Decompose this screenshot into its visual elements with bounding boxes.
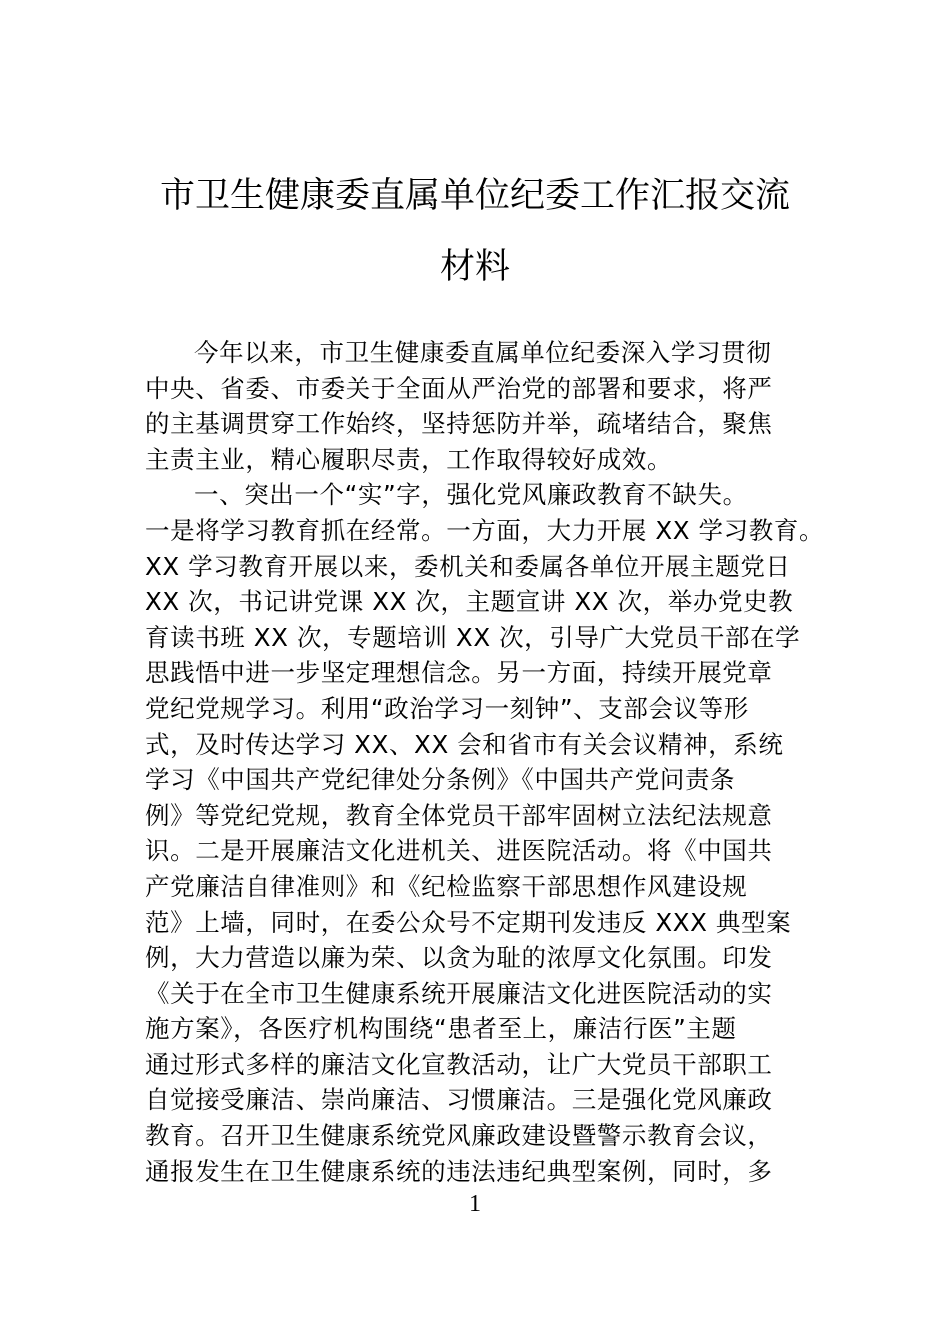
document-title-line-1: 市卫生健康委直属单位纪委工作汇报交流 xyxy=(159,176,790,216)
paragraph-line: 例》等党纪党规，教育全体党员干部牢固树立法纪法规意 xyxy=(145,800,773,830)
paragraph-line: 一是将学习教育抓在经常。一方面，大力开展 XX 学习教育。 xyxy=(145,515,825,545)
paragraph-line: 通过形式多样的廉洁文化宣教活动，让广大党员干部职工 xyxy=(145,1049,773,1079)
page-number: 1 xyxy=(469,1191,481,1217)
paragraph-line: 范》上墙，同时，在委公众号不定期刊发违反 XXX 典型案 xyxy=(145,907,792,937)
paragraph-line: 产党廉洁自律准则》和《纪检监察干部思想作风建设规 xyxy=(145,871,748,901)
section-heading-line: 一、突出一个“实”字，强化党风廉政教育不缺失。 xyxy=(194,480,748,510)
paragraph-line: 通报发生在卫生健康系统的违法违纪典型案例，同时，多 xyxy=(145,1156,773,1186)
paragraph-line: 自觉接受廉洁、崇尚廉洁、习惯廉洁。三是强化党风廉政 xyxy=(145,1085,773,1115)
document-body xyxy=(145,335,825,1189)
paragraph-line: XX 次，书记讲党课 XX 次，主题宣讲 XX 次，举办党史教 xyxy=(145,587,794,617)
paragraph-line: 主责主业，精心履职尽责，工作取得较好成效。 xyxy=(145,444,673,474)
paragraph-line: 识。二是开展廉洁文化进机关、进医院活动。将《中国共 xyxy=(145,836,773,866)
paragraph-line: 例，大力营造以廉为荣、以贪为耻的浓厚文化氛围。印发 xyxy=(145,943,773,973)
paragraph-line: 党纪党规学习。利用“政治学习一刻钟”、支部会议等形 xyxy=(145,693,749,723)
paragraph-line: 施方案》，各医疗机构围绕“患者至上，廉洁行医”主题 xyxy=(145,1014,737,1044)
paragraph-line: XX 学习教育开展以来，委机关和委属各单位开展主题党日 xyxy=(145,551,791,581)
paragraph-line: 学习《中国共产党纪律处分条例》《中国共产党问责条 xyxy=(145,765,736,795)
paragraph-line: 今年以来，市卫生健康委直属单位纪委深入学习贯彻 xyxy=(194,338,772,367)
paragraph-line: 教育。召开卫生健康系统党风廉政建设暨警示教育会议， xyxy=(145,1121,773,1151)
document-title-line-2: 材料 xyxy=(439,247,510,287)
paragraph-line: 育读书班 XX 次，专题培训 XX 次，引导广大党员干部在学 xyxy=(145,622,801,652)
paragraph-line: 式，及时传达学习 XX、XX 会和省市有关会议精神，系统 xyxy=(145,729,784,759)
paragraph-line: 《关于在全市卫生健康系统开展廉洁文化进医院活动的实 xyxy=(145,978,773,1008)
paragraph-line: 中央、省委、市委关于全面从严治党的部署和要求，将严 xyxy=(145,373,773,403)
paragraph-line: 思践悟中进一步坚定理想信念。另一方面，持续开展党章 xyxy=(145,658,773,688)
paragraph-line: 的主基调贯穿工作始终，坚持惩防并举，疏堵结合，聚焦 xyxy=(145,409,773,439)
